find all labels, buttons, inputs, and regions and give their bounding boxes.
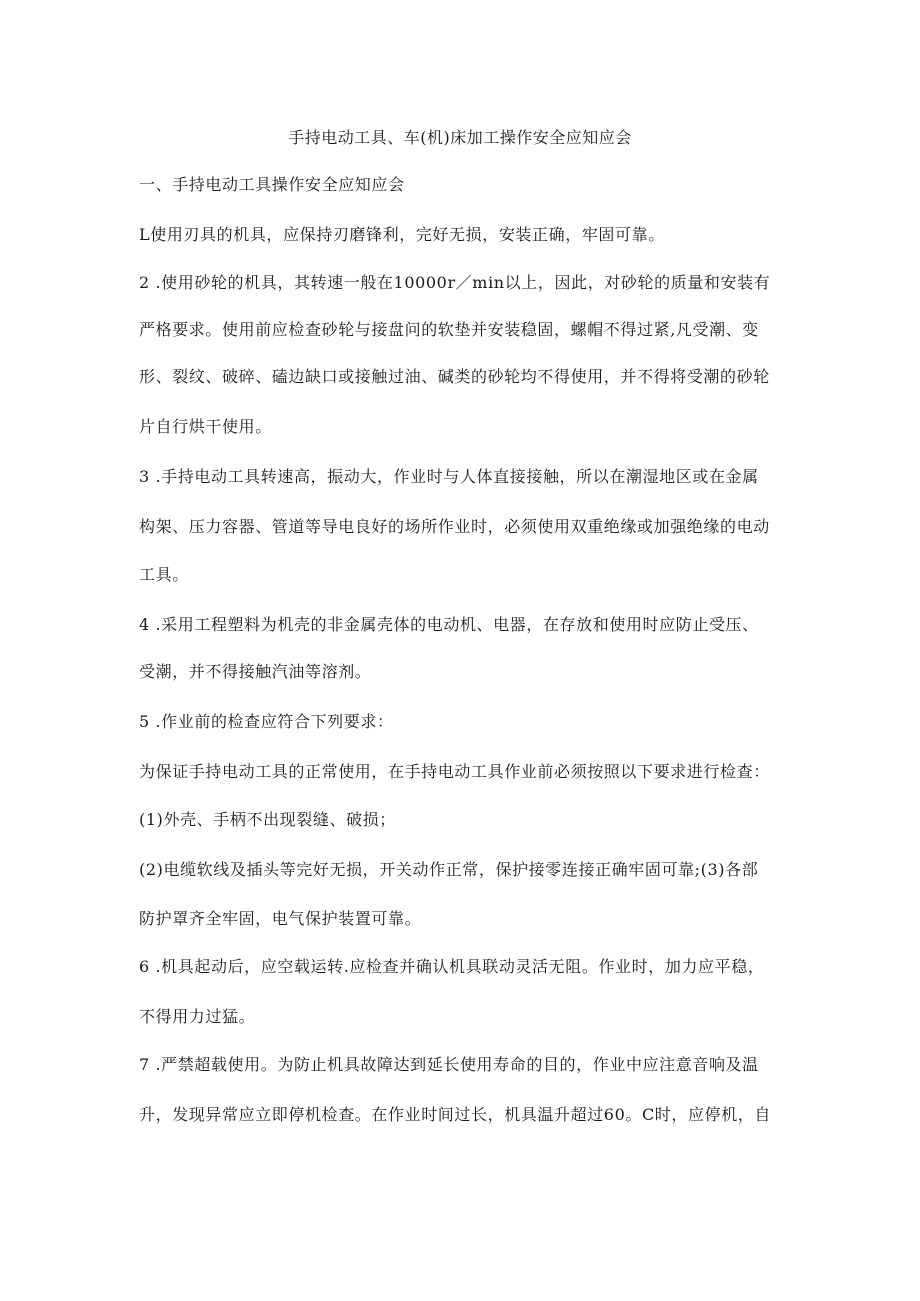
list-item-line: (2)电缆软线及插头等完好无损，开关动作正常，保护接零连接正确牢固可靠;(3)各部: [139, 860, 759, 879]
paragraph-line: 受潮，并不得接触汽油等溶剂。: [139, 662, 372, 681]
list-item-line: 防护罩齐全牢固，电气保护装置可靠。: [139, 909, 422, 928]
section-heading: 一、手持电动工具操作安全应知应会: [139, 175, 405, 194]
paragraph-line: 升，发现异常应立即停机检查。在作业时间过长，机具温升超过60。C时，应停机，自: [139, 1105, 772, 1124]
paragraph-line: 6 .机具起动后，应空载运转.应检查并确认机具联动灵活无阻。作业时，加力应平稳，: [139, 957, 765, 976]
paragraph-line: 2 .使用砂轮的机具，其转速一般在10000r／min以上，因此，对砂轮的质量和安装有: [139, 273, 771, 292]
paragraph-line: 工具。: [139, 565, 189, 584]
paragraph-line: L使用刃具的机具，应保持刃磨锋利，完好无损，安装正确，牢固可靠。: [139, 225, 665, 244]
paragraph-line: 7 .严禁超载使用。为防止机具故障达到延长使用寿命的目的，作业中应注意音响及温: [139, 1055, 759, 1074]
paragraph-line: 形、裂纹、破碎、磕边缺口或接触过油、碱类的砂轮均不得使用，并不得将受潮的砂轮: [139, 367, 770, 386]
paragraph-line: 4 .采用工程塑料为机壳的非金属壳体的电动机、电器，在存放和使用时应防止受压、: [139, 615, 759, 634]
paragraph-line: 严格要求。使用前应检查砂轮与接盘问的软垫并安装稳固，螺帽不得过紧,凡受潮、变: [139, 320, 759, 339]
paragraph-line: 为保证手持电动工具的正常使用，在手持电动工具作业前必须按照以下要求进行检查：: [139, 762, 770, 781]
paragraph-line: 5 .作业前的检查应符合下列要求：: [139, 712, 394, 731]
list-item-line: (1)外壳、手柄不出现裂缝、破损；: [139, 810, 396, 829]
paragraph-line: 构架、压力容器、管道等导电良好的场所作业时，必须使用双重绝缘或加强绝缘的电动: [139, 517, 770, 536]
paragraph-line: 3 .手持电动工具转速高，振动大，作业时与人体直接接触，所以在潮湿地区或在金属: [139, 467, 759, 486]
paragraph-line: 片自行烘干使用。: [139, 417, 272, 436]
paragraph-line: 不得用力过猛。: [139, 1007, 256, 1026]
document-title: 手持电动工具、车(机)床加工操作安全应知应会: [288, 128, 632, 147]
